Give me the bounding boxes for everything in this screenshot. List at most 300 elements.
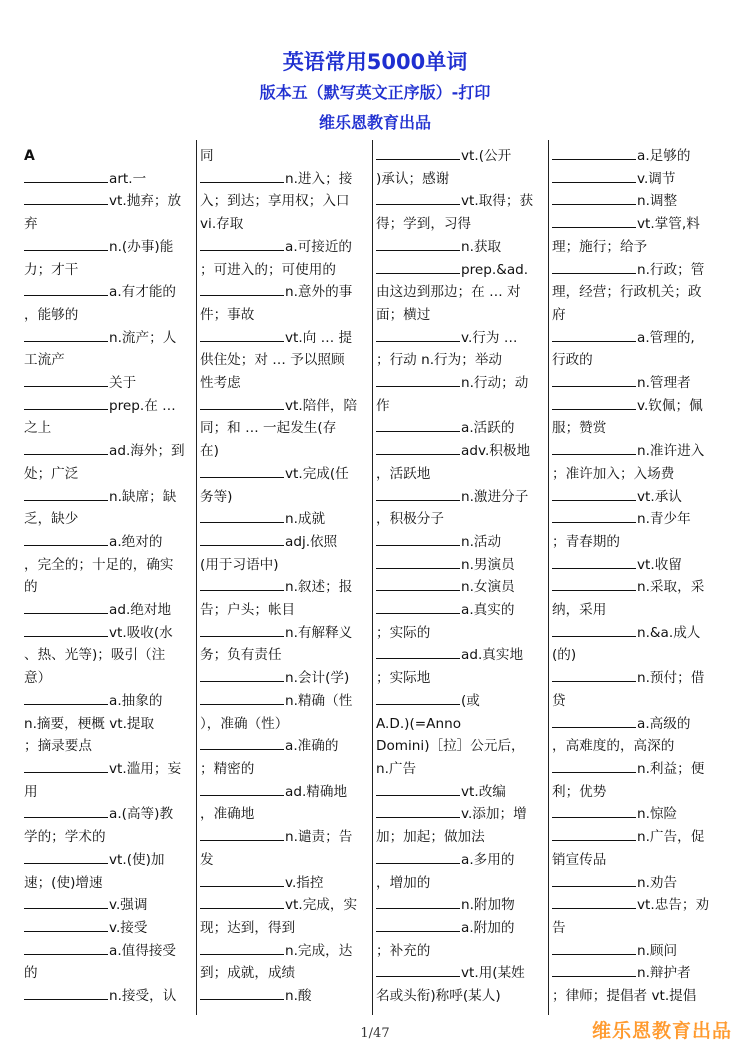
page-title: 英语常用5000单词: [282, 50, 468, 74]
definition-continuation: ；实际的: [376, 624, 431, 641]
answer-blank[interactable]: [24, 191, 108, 205]
definition-text: vt.抛弃；放: [109, 193, 182, 210]
vocab-line: [552, 599, 722, 622]
definition-text: n.流产；人: [109, 329, 177, 346]
vocab-line: [552, 281, 722, 304]
vocab-line: [552, 962, 722, 985]
vocab-line: [24, 872, 194, 895]
answer-blank[interactable]: [552, 895, 636, 909]
vocab-line: [376, 713, 546, 736]
vocab-line: [24, 849, 194, 872]
vocab-line: [376, 417, 546, 440]
definition-continuation: n.广告: [376, 760, 417, 777]
definition-continuation: 工流产: [24, 352, 65, 369]
definition-text: a.有才能的: [109, 284, 177, 301]
vocab-line: [24, 190, 194, 213]
vocab-line: [24, 259, 194, 282]
answer-blank[interactable]: [552, 873, 636, 887]
section-letter: A: [24, 148, 35, 164]
definition-text: adj.依照: [285, 533, 338, 550]
answer-blank[interactable]: [24, 804, 108, 818]
answer-blank[interactable]: [200, 691, 284, 705]
vocab-line: [552, 463, 722, 486]
vocab-line: [24, 281, 194, 304]
definition-continuation: 的: [24, 965, 38, 982]
definition-text: ad.绝对地: [109, 602, 172, 619]
definition-text: vt.滥用；妄: [109, 760, 182, 777]
answer-blank[interactable]: [376, 691, 460, 705]
definition-text: n.调整: [637, 193, 678, 210]
vocab-line: [552, 304, 722, 327]
answer-blank[interactable]: [24, 328, 108, 342]
answer-blank[interactable]: [552, 396, 636, 410]
definition-continuation: 到；成就，成绩: [200, 965, 296, 982]
vocab-line: [200, 440, 370, 463]
definition-continuation: vi.存取: [200, 216, 244, 233]
definition-continuation: 弃: [24, 216, 38, 233]
vocab-line: [552, 917, 722, 940]
vocab-line: [24, 894, 194, 917]
answer-blank[interactable]: [24, 986, 108, 1000]
definition-continuation: ；可进入的；可使用的: [200, 261, 336, 278]
answer-blank[interactable]: [200, 941, 284, 955]
answer-blank[interactable]: [24, 237, 108, 251]
vocab-line: [200, 281, 370, 304]
vocab-line: [376, 735, 546, 758]
definition-text: n.有解释义: [285, 624, 353, 641]
vocab-line: [200, 486, 370, 509]
definition-text: n.&a.成人: [637, 624, 701, 641]
answer-blank[interactable]: [200, 282, 284, 296]
vocab-line: [200, 576, 370, 599]
vocab-line: [552, 395, 722, 418]
publisher-watermark: 维乐恩教育出品: [591, 1020, 732, 1042]
answer-blank[interactable]: [376, 418, 460, 432]
answer-blank[interactable]: [552, 804, 636, 818]
definition-continuation: 性考虑: [200, 375, 241, 392]
answer-blank[interactable]: [376, 532, 460, 546]
definition-text: vt.收留: [637, 556, 682, 573]
vocab-line: [376, 599, 546, 622]
vocab-line: [200, 145, 370, 168]
answer-blank[interactable]: [376, 918, 460, 932]
definition-continuation: Domini)［拉］公元后，: [376, 738, 525, 755]
vocab-line: [200, 417, 370, 440]
vocab-line: [24, 304, 194, 327]
definition-text: vt.改编: [461, 783, 506, 800]
answer-blank[interactable]: [24, 895, 108, 909]
answer-blank[interactable]: [552, 169, 636, 183]
answer-blank[interactable]: [376, 963, 460, 977]
vocab-line: [552, 372, 722, 395]
vocab-line: [200, 213, 370, 236]
answer-blank[interactable]: [376, 328, 460, 342]
definition-text: v.钦佩；佩: [637, 397, 703, 414]
answer-blank[interactable]: [24, 373, 108, 387]
vocab-line: [24, 962, 194, 985]
definition-continuation: 速；(使)增速: [24, 874, 103, 891]
definition-text: vt.承认: [637, 488, 682, 505]
vocab-line: [552, 940, 722, 963]
definition-text: n.精确（性: [285, 692, 353, 709]
definition-text: prep.&ad.: [461, 261, 529, 278]
definition-continuation: 行政的: [552, 352, 593, 369]
definition-continuation: 贷: [552, 692, 566, 709]
answer-blank[interactable]: [376, 850, 460, 864]
definition-continuation: ；准许加入；入场费: [552, 465, 675, 482]
vocab-line: [552, 554, 722, 577]
answer-blank[interactable]: [376, 487, 460, 501]
answer-blank[interactable]: [200, 237, 284, 251]
definition-continuation: ；补充的: [376, 942, 431, 959]
answer-blank[interactable]: [552, 214, 636, 228]
vocab-line: [200, 667, 370, 690]
definition-text: a.活跃的: [461, 420, 515, 437]
vocab-line: [200, 917, 370, 940]
vocab-line: [376, 554, 546, 577]
answer-blank[interactable]: [200, 873, 284, 887]
definition-text: n.惊险: [637, 806, 678, 823]
definition-text: vt.完成(任: [285, 465, 349, 482]
definition-continuation: 面；横过: [376, 306, 431, 323]
publisher-label: 维乐恩教育出品: [318, 113, 431, 132]
answer-blank[interactable]: [552, 328, 636, 342]
definition-continuation: ，活跃地: [376, 465, 431, 482]
vocab-line: [376, 667, 546, 690]
definition-continuation: 力；才干: [24, 261, 79, 278]
definition-text: v.行为 …: [461, 329, 518, 346]
vocab-line: [24, 917, 194, 940]
answer-blank[interactable]: [552, 441, 636, 455]
answer-blank[interactable]: [200, 668, 284, 682]
answer-blank[interactable]: [24, 396, 108, 410]
vocab-line: [376, 486, 546, 509]
vocab-line: [200, 803, 370, 826]
vocab-line: [200, 372, 370, 395]
answer-blank[interactable]: [200, 169, 284, 183]
definition-text: ad.精确地: [285, 783, 348, 800]
answer-blank[interactable]: [552, 260, 636, 274]
vocab-line: [24, 690, 194, 713]
definition-continuation: 作: [376, 397, 390, 414]
answer-blank[interactable]: [552, 668, 636, 682]
answer-blank[interactable]: [552, 191, 636, 205]
definition-text: vt.完成，实: [285, 897, 358, 914]
answer-blank[interactable]: [552, 577, 636, 591]
answer-blank[interactable]: [376, 895, 460, 909]
vocab-line: [376, 894, 546, 917]
vocab-line: [552, 440, 722, 463]
vocab-line: [376, 940, 546, 963]
vocab-line: [552, 213, 722, 236]
vocab-line: [552, 644, 722, 667]
vocab-line: [552, 758, 722, 781]
definition-continuation: n.摘要，梗概 vt.提取: [24, 715, 155, 732]
definition-text: n.采取，采: [637, 579, 705, 596]
definition-text: n.顾问: [637, 942, 678, 959]
vocab-line: [200, 349, 370, 372]
definition-text: n.激进分子: [461, 488, 529, 505]
column-divider: [372, 140, 373, 1015]
definition-text: a.高级的: [637, 715, 691, 732]
vocab-line: [200, 735, 370, 758]
vocab-line: [376, 304, 546, 327]
definition-continuation: 名或头衔)称呼(某人): [376, 988, 501, 1005]
definition-text: a.可接近的: [285, 238, 353, 255]
vocab-line: [552, 417, 722, 440]
column-divider: [196, 140, 197, 1015]
definition-continuation: 用: [24, 783, 38, 800]
vocab-line: [552, 826, 722, 849]
answer-blank[interactable]: [24, 918, 108, 932]
vocab-line: [24, 940, 194, 963]
vocab-line: [200, 554, 370, 577]
vocab-line: [24, 781, 194, 804]
definition-continuation: 学的；学术的: [24, 829, 106, 846]
vocab-line: [376, 803, 546, 826]
definition-text: a.准确的: [285, 738, 339, 755]
definition-continuation: 由这边到那边；在 … 对: [376, 284, 521, 301]
answer-blank[interactable]: [552, 759, 636, 773]
definition-text: n.管理者: [637, 375, 691, 392]
answer-blank[interactable]: [200, 736, 284, 750]
vocab-line: [552, 168, 722, 191]
vocab-line: [24, 372, 194, 395]
definition-text: vt.吸收(水: [109, 624, 173, 641]
definition-text: prep.在 …: [109, 397, 176, 414]
answer-blank[interactable]: [552, 555, 636, 569]
vocab-line: [24, 168, 194, 191]
definition-text: n.预付；借: [637, 670, 705, 687]
answer-blank[interactable]: [200, 464, 284, 478]
definition-continuation: 现；达到，得到: [200, 919, 296, 936]
definition-continuation: ；青春期的: [552, 533, 620, 550]
answer-blank[interactable]: [376, 645, 460, 659]
definition-text: v.指控: [285, 874, 324, 891]
definition-continuation: ，能够的: [24, 306, 79, 323]
vocab-line: [200, 168, 370, 191]
answer-blank[interactable]: [376, 237, 460, 251]
definition-continuation: 务等): [200, 488, 233, 505]
answer-blank[interactable]: [200, 623, 284, 637]
answer-blank[interactable]: [24, 532, 108, 546]
definition-continuation: 服；赞赏: [552, 420, 607, 437]
definition-continuation: ，积极分子: [376, 511, 444, 528]
answer-blank[interactable]: [200, 577, 284, 591]
vocab-line: [200, 508, 370, 531]
vocab-line: [376, 259, 546, 282]
answer-blank[interactable]: [200, 986, 284, 1000]
definition-continuation: ，完全的；十足的，确实: [24, 556, 174, 573]
answer-blank[interactable]: [552, 963, 636, 977]
definition-text: n.辩护者: [637, 965, 691, 982]
definition-text: a.抽象的: [109, 692, 163, 709]
answer-blank[interactable]: [376, 600, 460, 614]
vocab-line: [552, 190, 722, 213]
vocab-line: [24, 985, 194, 1008]
definition-continuation: ，增加的: [376, 874, 431, 891]
definition-continuation: 告；户头；帐目: [200, 602, 296, 619]
answer-blank[interactable]: [376, 555, 460, 569]
answer-blank[interactable]: [376, 804, 460, 818]
vocab-line: [24, 508, 194, 531]
definition-text: n.接受，认: [109, 988, 177, 1005]
answer-blank[interactable]: [200, 509, 284, 523]
definition-text: ad.真实地: [461, 647, 524, 664]
definition-text: (或: [461, 692, 480, 709]
vocab-line: [200, 894, 370, 917]
vocab-line: [376, 531, 546, 554]
answer-blank[interactable]: [24, 282, 108, 296]
definition-text: a.(高等)教: [109, 806, 174, 823]
vocab-line: [376, 463, 546, 486]
vocab-line: [24, 395, 194, 418]
definition-continuation: 务；负有责任: [200, 647, 282, 664]
answer-blank[interactable]: [200, 827, 284, 841]
definition-continuation: 件；事故: [200, 306, 255, 323]
answer-blank[interactable]: [24, 441, 108, 455]
answer-blank[interactable]: [24, 691, 108, 705]
vocab-line: [200, 236, 370, 259]
answer-blank[interactable]: [200, 532, 284, 546]
definition-text: vt.忠告；劝: [637, 897, 710, 914]
vocab-line: [376, 758, 546, 781]
definition-continuation: )承认；感谢: [376, 170, 450, 187]
answer-blank[interactable]: [376, 373, 460, 387]
vocab-line: [552, 872, 722, 895]
vocab-line: [24, 236, 194, 259]
definition-text: a.足够的: [637, 148, 691, 164]
definition-continuation: 乏，缺少: [24, 511, 79, 528]
vocab-line: [552, 486, 722, 509]
answer-blank[interactable]: [552, 714, 636, 728]
definition-continuation: 理，经营；行政机关；政: [552, 284, 702, 301]
definition-text: n.行政；管: [637, 261, 705, 278]
vocab-line: [552, 576, 722, 599]
definition-text: vt.取得；获: [461, 193, 534, 210]
vocab-line: [376, 849, 546, 872]
definition-text: n.缺席；缺: [109, 488, 177, 505]
vocab-line: [376, 917, 546, 940]
definition-text: a.管理的,: [637, 329, 695, 346]
answer-blank[interactable]: [24, 487, 108, 501]
answer-blank[interactable]: [200, 895, 284, 909]
answer-blank[interactable]: [552, 509, 636, 523]
answer-blank[interactable]: [24, 623, 108, 637]
definition-continuation: 的: [24, 579, 38, 596]
answer-blank[interactable]: [376, 441, 460, 455]
page-subtitle: 版本五（默写英文正序版）-打印: [259, 83, 491, 102]
vocab-line: [24, 803, 194, 826]
answer-blank[interactable]: [552, 827, 636, 841]
answer-blank[interactable]: [200, 782, 284, 796]
answer-blank[interactable]: [24, 850, 108, 864]
definition-text: n.意外的事: [285, 284, 353, 301]
answer-blank[interactable]: [24, 600, 108, 614]
definition-continuation: A.D.)(=Anno: [376, 715, 462, 732]
vocab-line: [376, 236, 546, 259]
page-number: 1/47: [360, 1026, 390, 1041]
answer-blank[interactable]: [552, 373, 636, 387]
definition-continuation: 府: [552, 306, 566, 323]
vocab-line: [24, 440, 194, 463]
answer-blank[interactable]: [552, 623, 636, 637]
vocab-line: [200, 644, 370, 667]
definition-continuation: 理；施行；给予: [552, 238, 648, 255]
definition-text: vt.陪伴，陪: [285, 397, 358, 414]
vocab-line: [24, 145, 194, 168]
definition-text: n.谴责；告: [285, 829, 353, 846]
vocab-line: [376, 281, 546, 304]
vocab-line: [552, 236, 722, 259]
vocab-line: [24, 486, 194, 509]
answer-blank[interactable]: [200, 396, 284, 410]
vocab-line: [376, 213, 546, 236]
answer-blank[interactable]: [376, 191, 460, 205]
definition-continuation: 处；广泛: [24, 465, 79, 482]
vocab-column-1: [24, 145, 194, 1015]
answer-blank[interactable]: [552, 487, 636, 501]
definition-text: v.调节: [637, 170, 676, 187]
vocab-column-3: [376, 145, 546, 1015]
vocab-line: [552, 508, 722, 531]
vocab-line: [376, 168, 546, 191]
definition-continuation: (的): [552, 647, 577, 664]
answer-blank[interactable]: [552, 146, 636, 160]
definition-text: vt.用(某姓: [461, 965, 525, 982]
vocab-line: [200, 690, 370, 713]
vocab-line: [200, 463, 370, 486]
vocab-line: [376, 985, 546, 1008]
definition-continuation: ；精密的: [200, 760, 255, 777]
definition-text: n.获取: [461, 238, 502, 255]
definition-text: 关于: [109, 375, 137, 392]
definition-text: a.附加的: [461, 919, 515, 936]
vocab-line: [552, 145, 722, 168]
answer-blank[interactable]: [376, 577, 460, 591]
vocab-line: [200, 327, 370, 350]
definition-text: v.强调: [109, 897, 148, 914]
definition-continuation: ；摘录要点: [24, 738, 92, 755]
vocab-line: [24, 576, 194, 599]
vocab-line: [376, 576, 546, 599]
definition-text: vt.向 … 提: [285, 329, 353, 346]
answer-blank[interactable]: [376, 146, 460, 160]
vocab-line: [200, 713, 370, 736]
answer-blank[interactable]: [376, 260, 460, 274]
vocab-line: [24, 667, 194, 690]
definition-continuation: 入；到达；享用权；入口: [200, 193, 350, 210]
answer-blank[interactable]: [376, 782, 460, 796]
answer-blank[interactable]: [24, 169, 108, 183]
vocab-line: [376, 781, 546, 804]
definition-continuation: (用于习语中): [200, 556, 279, 573]
answer-blank[interactable]: [552, 941, 636, 955]
vocab-line: [24, 713, 194, 736]
vocab-line: [376, 372, 546, 395]
vocab-line: [24, 735, 194, 758]
vocab-line: [552, 349, 722, 372]
answer-blank[interactable]: [24, 941, 108, 955]
answer-blank[interactable]: [200, 328, 284, 342]
answer-blank[interactable]: [24, 759, 108, 773]
definition-text: ad.海外；到: [109, 443, 185, 460]
vocab-line: [24, 417, 194, 440]
definition-continuation: 发: [200, 851, 214, 868]
definition-continuation: ；实际地: [376, 670, 431, 687]
vocab-line: [24, 758, 194, 781]
vocab-line: [376, 440, 546, 463]
